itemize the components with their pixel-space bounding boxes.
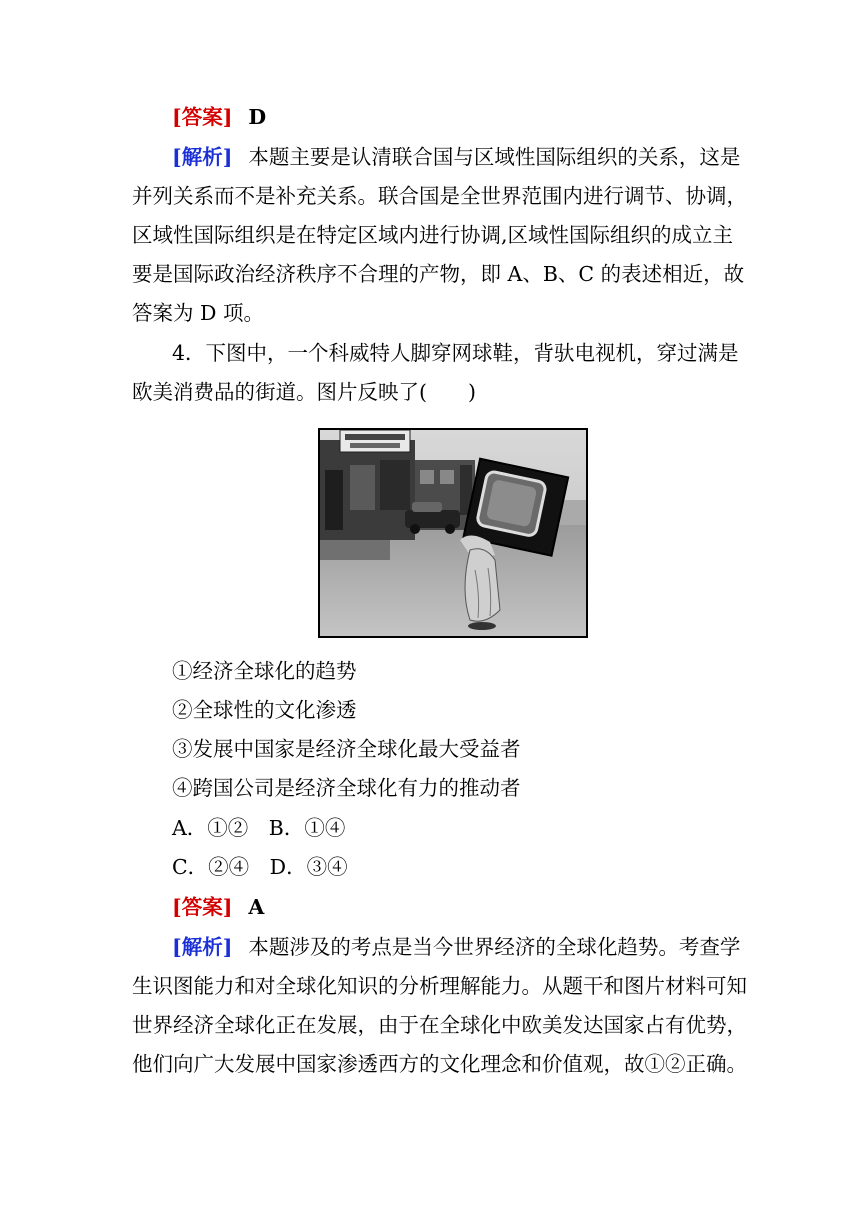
analysis-line	[132, 138, 741, 176]
question-line: 4．下图中，一个科威特人脚穿网球鞋，背驮电视机，穿过满是	[172, 341, 739, 365]
analysis-tag: [解析]	[172, 935, 233, 959]
option-item: ①经济全球化的趋势	[172, 659, 357, 683]
analysis-line: 答案为 D 项。	[132, 301, 264, 325]
question-line: 欧美消费品的街道。图片反映了( )	[132, 380, 476, 404]
analysis-line: 生识图能力和对全球化知识的分析理解能力。从题干和图片材料可知	[132, 974, 747, 998]
answer-tag: [答案]	[172, 105, 233, 129]
option-item: ③发展中国家是经济全球化最大受益者	[172, 737, 521, 761]
question-photo	[318, 428, 588, 638]
option-item: ④跨国公司是经济全球化有力的推动者	[172, 776, 521, 800]
analysis-tag: [解析]	[172, 145, 233, 169]
analysis-line: 并列关系而不是补充关系。联合国是全世界范围内进行调节、协调，	[132, 184, 747, 208]
answer-line-2	[132, 888, 732, 926]
option-item: ②全球性的文化渗透	[172, 698, 357, 722]
analysis-text: 本题涉及的考点是当今世界经济的全球化趋势。考查学	[248, 935, 741, 959]
answer-value: D	[248, 105, 267, 129]
analysis-line: 他们向广大发展中国家渗透西方的文化理念和价值观，故①②正确。	[132, 1052, 747, 1076]
answer-tag: [答案]	[172, 895, 233, 919]
answer-line-1	[132, 98, 732, 136]
choice-line: A．①② B．①④	[172, 816, 346, 840]
photo-illustration	[320, 430, 586, 636]
choice-line: C．②④ D．③④	[172, 855, 348, 879]
analysis-line: 世界经济全球化正在发展，由于在全球化中欧美发达国家占有优势，	[132, 1013, 747, 1037]
analysis-line: 区域性国际组织是在特定区域内进行协调,区域性国际组织的成立主	[132, 223, 734, 247]
analysis-line: 要是国际政治经济秩序不合理的产物，即 A、B、C 的表述相近，故	[132, 262, 745, 286]
answer-value: A	[248, 895, 265, 919]
analysis-line	[132, 928, 741, 966]
analysis-text: 本题主要是认清联合国与区域性国际组织的关系，这是	[248, 145, 741, 169]
